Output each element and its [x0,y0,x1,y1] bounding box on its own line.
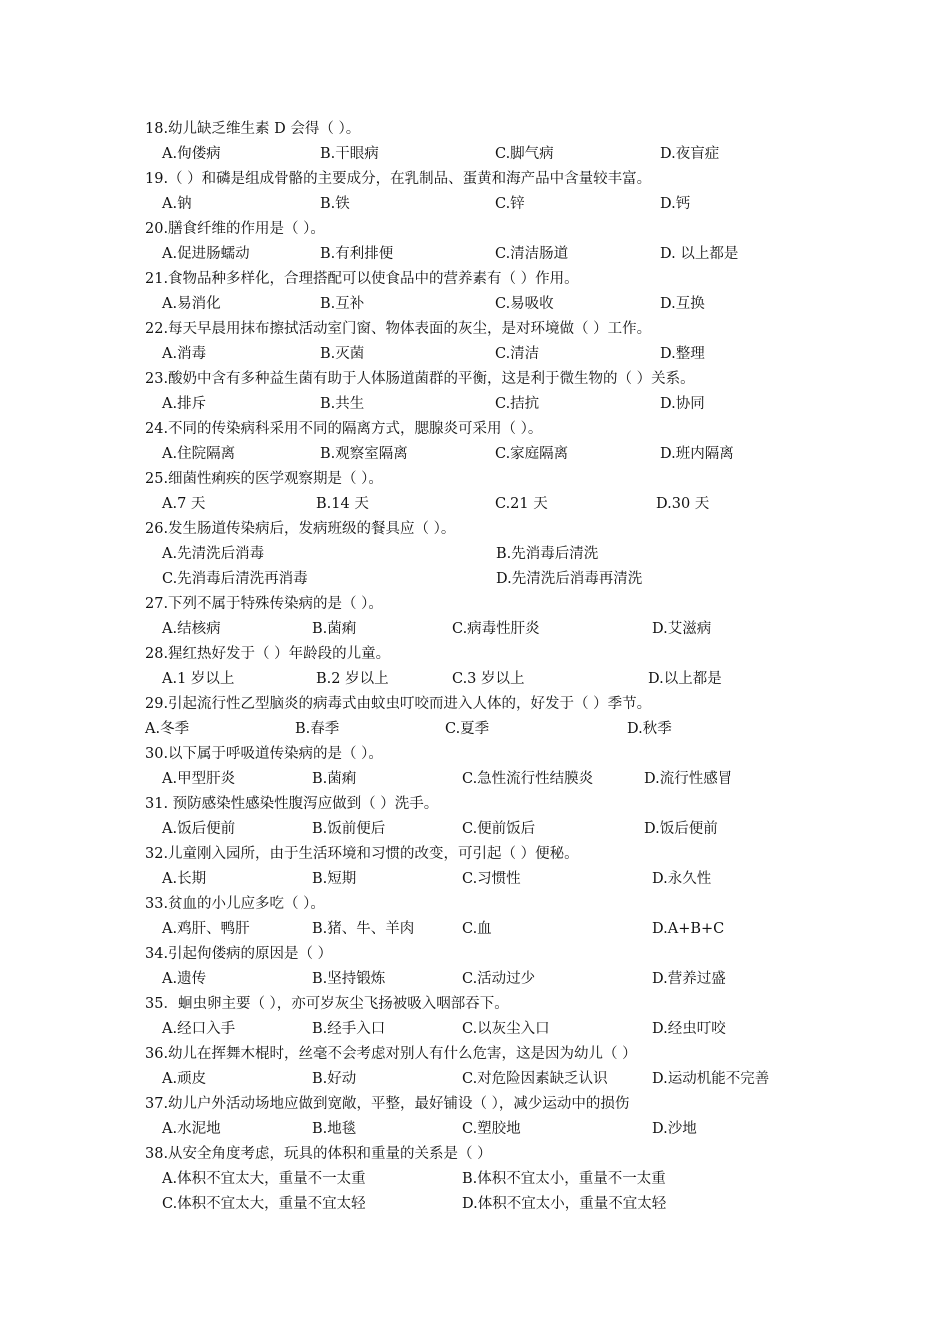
option: D.钙 [660,196,691,212]
question-21 [0,267,950,292]
option: A.冬季 [145,721,190,737]
question-34 [0,942,950,967]
question-text: 26.发生肠道传染病后，发病班级的餐具应（ ）。 [145,521,456,537]
question-26 [0,517,950,542]
options-row [0,817,950,842]
question-text: 36.幼儿在挥舞木棍时，丝毫不会考虑对别人有什么危害，这是因为幼儿（ ） [145,1046,637,1062]
question-32 [0,842,950,867]
option: C.锌 [495,196,525,212]
option: A.7 天 [162,496,206,512]
question-text: 23.酸奶中含有多种益生菌有助于人体肠道菌群的平衡，这是利于微生物的（ ）关系。 [145,371,695,387]
question-text: 38.从安全角度考虑，玩具的体积和重量的关系是（ ） [145,1146,492,1162]
options-row [0,542,950,567]
option: D.协同 [660,396,705,412]
option: B.观察室隔离 [320,446,408,462]
option: A.体积不宜太大，重量不一太重 [162,1171,366,1187]
options-row [0,717,950,742]
options-row [0,567,950,592]
options-row [0,1167,950,1192]
options-row [0,917,950,942]
question-text: 28.猩红热好发于（ ）年龄段的儿童。 [145,646,391,662]
option: B.2 岁以上 [316,671,389,687]
option: B.先消毒后清洗 [496,546,599,562]
option: B.体积不宜太小，重量不一太重 [462,1171,666,1187]
option: C.先消毒后清洗再消毒 [162,571,308,587]
options-row [0,1067,950,1092]
question-text: 29.引起流行性乙型脑炎的病毒式由蚊虫叮咬而进入人体的，好发于（ ）季节。 [145,696,652,712]
option: C.体积不宜太大，重量不宜太轻 [162,1196,366,1212]
option: C.夏季 [445,721,490,737]
option: A.促进肠蠕动 [162,246,250,262]
question-text: 27.下列不属于特殊传染病的是（ ）。 [145,596,383,612]
option: B.坚持锻炼 [312,971,386,987]
option: A.遗传 [162,971,207,987]
options-row [0,242,950,267]
option: A.结核病 [162,621,221,637]
question-28 [0,642,950,667]
option: D.整理 [660,346,705,362]
question-38 [0,1142,950,1167]
question-37 [0,1092,950,1117]
option: D.永久性 [652,871,712,887]
options-row [0,667,950,692]
question-27 [0,592,950,617]
option: D.A+B+C [652,921,725,937]
question-text: 34.引起佝偻病的原因是（ ） [145,946,333,962]
options-row [0,342,950,367]
option: C.塑胶地 [462,1121,521,1137]
option: C.对危险因素缺乏认识 [462,1071,608,1087]
question-20 [0,217,950,242]
option: D.以上都是 [648,671,722,687]
option: A.消毒 [162,346,207,362]
question-text: 32.儿童刚入园所，由于生活环境和习惯的改变，可引起（ ）便秘。 [145,846,579,862]
option: C.清洁肠道 [495,246,569,262]
option: A.饭后便前 [162,821,236,837]
option: B.经手入口 [312,1021,386,1037]
option: B.地毯 [312,1121,357,1137]
question-29 [0,692,950,717]
question-22 [0,317,950,342]
option: A.易消化 [162,296,221,312]
options-row [0,1192,950,1217]
option: D.饭后便前 [644,821,718,837]
options-row [0,492,950,517]
options-row [0,192,950,217]
option: C.以灰尘入口 [462,1021,550,1037]
option: C.习惯性 [462,871,521,887]
option: C.病毒性肝炎 [452,621,540,637]
exam-document [0,117,950,1217]
option: D.艾滋病 [652,621,712,637]
option: C.3 岁以上 [452,671,525,687]
options-row [0,142,950,167]
question-text: 25.细菌性痢疾的医学观察期是（ ）。 [145,471,383,487]
question-35 [0,992,950,1017]
option: B.短期 [312,871,357,887]
option: C.易吸收 [495,296,554,312]
question-36 [0,1042,950,1067]
option: D.营养过盛 [652,971,726,987]
option: B.铁 [320,196,350,212]
option: D.先清洗后消毒再清洗 [496,571,643,587]
option: C.拮抗 [495,396,540,412]
question-25 [0,467,950,492]
option: D.秋季 [627,721,672,737]
options-row [0,392,950,417]
option: A.顽皮 [162,1071,207,1087]
option: B.饭前便后 [312,821,386,837]
question-text: 20.膳食纤维的作用是（ ）。 [145,221,325,237]
question-text: 22.每天早晨用抹布擦拭活动室门窗、物体表面的灰尘，是对环境做（ ）工作。 [145,321,652,337]
options-row [0,967,950,992]
question-text: 19.（ ）和磷是组成骨骼的主要成分，在乳制品、蛋黄和海产品中含量较丰富。 [145,171,652,187]
question-18 [0,117,950,142]
option: B.干眼病 [320,146,379,162]
option: D. 以上都是 [660,246,739,262]
option: B.猪、牛、羊肉 [312,921,415,937]
option: D.流行性感冒 [644,771,733,787]
options-row [0,1017,950,1042]
question-30 [0,742,950,767]
question-text: 31. 预防感染性感染性腹泻应做到（ ）洗手。 [145,796,439,812]
question-24 [0,417,950,442]
option: C.便前饭后 [462,821,536,837]
option: D.运动机能不完善 [652,1071,770,1087]
option: C.急性流行性结膜炎 [462,771,594,787]
option: C.脚气病 [495,146,554,162]
option: C.清洁 [495,346,540,362]
option: A.鸡肝、鸭肝 [162,921,250,937]
option: A.排斥 [162,396,207,412]
option: A.1 岁以上 [162,671,235,687]
question-33 [0,892,950,917]
option: B.互补 [320,296,365,312]
question-text: 37.幼儿户外活动场地应做到宽敞，平整，最好铺设（ ），减少运动中的损伤 [145,1096,630,1112]
option: B.14 天 [316,496,369,512]
option: C.活动过少 [462,971,536,987]
option: D.经虫叮咬 [652,1021,726,1037]
option: D.体积不宜太小，重量不宜太轻 [462,1196,667,1212]
question-text: 21.食物品种多样化，合理搭配可以使食品中的营养素有（ ）作用。 [145,271,579,287]
option: C.家庭隔离 [495,446,569,462]
question-23 [0,367,950,392]
option: B.菌痢 [312,771,357,787]
option: C.血 [462,921,492,937]
option: C.21 天 [495,496,548,512]
question-text: 18.幼儿缺乏维生素 D 会得（ ）。 [145,121,361,137]
option: D.互换 [660,296,705,312]
option: B.菌痢 [312,621,357,637]
options-row [0,292,950,317]
option: B.共生 [320,396,365,412]
option: B.好动 [312,1071,357,1087]
option: A.长期 [162,871,207,887]
question-text: 35．蛔虫卵主要（ ），亦可岁灰尘飞扬被吸入咽部吞下。 [145,996,509,1012]
question-text: 33.贫血的小儿应多吃（ ）。 [145,896,325,912]
question-31 [0,792,950,817]
question-text: 24.不同的传染病科采用不同的隔离方式，腮腺炎可采用（ ）。 [145,421,543,437]
option: B.灭菌 [320,346,365,362]
option: D.夜盲症 [660,146,720,162]
option: A.钠 [162,196,192,212]
option: B.春季 [295,721,340,737]
options-row [0,442,950,467]
options-row [0,617,950,642]
options-row [0,1117,950,1142]
option: A.住院隔离 [162,446,236,462]
option: A.水泥地 [162,1121,221,1137]
question-19 [0,167,950,192]
option: D.班内隔离 [660,446,734,462]
option: A.经口入手 [162,1021,236,1037]
option: D.沙地 [652,1121,697,1137]
options-row [0,767,950,792]
options-row [0,867,950,892]
option: A.先清洗后消毒 [162,546,265,562]
option: B.有利排便 [320,246,394,262]
option: D.30 天 [656,496,710,512]
option: A.甲型肝炎 [162,771,236,787]
question-text: 30.以下属于呼吸道传染病的是（ ）。 [145,746,383,762]
option: A.佝偻病 [162,146,221,162]
